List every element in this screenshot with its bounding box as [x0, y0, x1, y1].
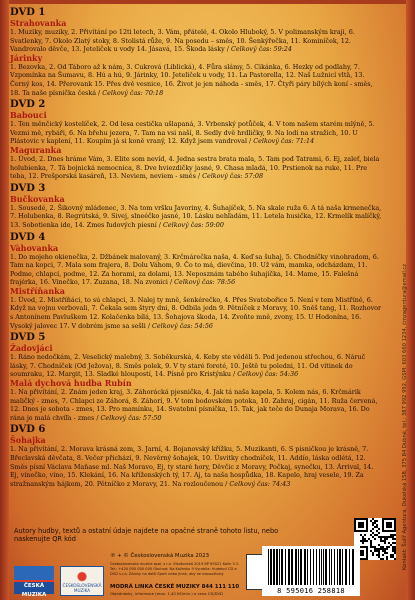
authors-notice: Autory hudby, textů a ostatní údaje najdete na opačné straně tohoto listu, nebo naskenujte QR kód — [14, 527, 279, 543]
track-titles: 1. Bezovka, 2. Od Táboro až k nám, 3. Cukrová (Liblická), 4. Fůra slámy, 5. Cikánka, 6. Hezky od podlahy, 7. Vzpomínka na Šumavu, 8. Hú a hú, 9. Járinky, 10. Jeteliček u vody, 11. La Pastorella, 12. Naš Lužnicí vltä, 13. Černý kos, 14. Přerovank 15. Přes dvě vesnice, 16. Život je jen náhoda - směs, 17. Čtyři páry bílých koní - směs, 18. Ta naše písnička česká — [10, 62, 373, 97]
track-list: 1. Na přivítání, 2. Morava krásná zem, 3. Jarní, 4. Bojanovský křížku, 5. Muzikanti, 6. S písničkou je krásně, 7. Břeclavská děvčata, 8. Večer přichází, 9. Nevěrný šohajek, 10. Úsvitky chodníček, 11. Addío, láska odlétá, 12. Směs písní Václava Maňase ml. Naš Moravo, Ej, ty staré hory, Děvčic z Moravy, Počkaj, synečku, 13. Árrival, 14. Ej, vínečko, víno, 15. Klekání, 16. Na kříženských tý, 17. Aj, ta naša hospůdka, 18. Kapelo, hraj vesele, 19. Za stražnanským hájkem, 20. Pětníčko z Moravy, 21. Na rozloučenou / Celkový čas: 74:43 — [10, 445, 374, 488]
side-contact — [392, 130, 408, 570]
dvd-heading: DVD 2 — [10, 99, 46, 111]
track-titles: 1. Na přivítání, 2. Morava krásná zem, 3. Jarní, 4. Bojanovský křížku, 5. Muzikanti, 6. S písničkou je krásně, 7. Břeclavská děvčata, 8. Večer přichází, 9. Nevěrný šohajek, 10. Úsvitky chodníček, 11. Addío, láska odlétá, 12. Směs písní Václava Maňase ml. Naš Moravo, Ej, ty staré hory, Děvčic z Moravy, Počkaj, synečku, 13. Árrival, 14. Ej, vínečko, víno, 15. Klekání, 16. Na kříženských tý, 17. Aj, ta naša hospůdka, 18. Kapelo, hraj vesele, 19. Za stražnanským hájkem, 20. Pětníčko z Moravy, 21. Na rozloučenou — [10, 445, 374, 488]
total-time: Celkový čas: 71:14 — [253, 137, 315, 146]
tracklist — [10, 5, 382, 488]
logo1-text: ČESKÁ MUZIKA — [21, 583, 47, 598]
small-print: Československá muzika spol. s r.o. Vlkošovská 2019 BP 65021 Kolín 3 2. Tel.: +420 000 000 000 Obchod: Na Kolínsku 9 Vyrobila: Hudební CD a DVD s.r.o. Zálohy na další Sport nebo jinak, aby se nepoužívaly — [110, 562, 240, 576]
total-time: Celkový čas: 59:00 — [162, 220, 224, 229]
total-time: Celkový čas: 70:18 — [102, 88, 164, 97]
barcode-bars — [266, 549, 356, 585]
logo-bird-icon — [61, 567, 103, 583]
track-titles: 1. Na přivítání, 2. Znám jeden kraj, 3. Záhorácká pjesnička, 4. Jak tá naša kapela, 5. Kolem nás, 6. Krčmárik maličký - zmes, 7. Chlapci ze Záhorá, 8. Záhorí, 9. V tom bodovském potoka, 10. Zahraj, cigán, 11. Ruža červená, 12. Dnes je sobota - zmes, 13. Pro mamínku, 14. Svatební písnička, 15. Tak, jak teče do Dunaja Morava, 16. Do ránа je malá chvíľa - zmes — [10, 388, 378, 422]
band-name: Maguranka — [10, 144, 62, 155]
dvd-heading: DVD 3 — [10, 182, 46, 194]
dvd-heading: DVD 4 — [10, 231, 46, 243]
track-list: 1. Úvod, 2. Mistříňáci, to sú chlapci, 3. Nalej ty mně, šenkérečko, 4. Přes Svatobořice 5. Není v tem Mistříně, 6. Když na vojnu verbovali, 7. Čekala sem štyry dni, 8. Odbila jedn 9. Pětníček z Moravy, 10. Sněš tang, 11. Rozhovor s Antonínem Pavluškem 12. Kolačenka bílá, 13. Šohajova škoda, 14. Zvoňte mně, zvony, 15. U Hodonína, 16. Vysoký jalovec 17. V dobrém jsme sa sešli / Celkový čas: 54:56 — [10, 295, 382, 330]
qr-code-graphic — [354, 518, 396, 560]
track-list: 1. Muziky, muziky, 2. Přivítání po 12ti letech, 3. Vám, přátelé, 4. Okolo Hluboký, 5. V polimanským kraji, 6. Svatlenky, 7. Okolo Zlatý stoky, 8. Stolistá růže, 9. Na posedu – směs, 10. Šenkýřečka, 11. Kominíček, 12. Vandrovalo děvče, 13. Jeteliček u vody 14. Jásavá, 15. Škoda lásky / Celkový čas: 59:24 — [10, 28, 355, 54]
dvd-heading: DVD 6 — [10, 424, 46, 436]
band-name: Babouci — [10, 110, 47, 121]
band-name: Strahovanka — [10, 18, 67, 28]
qr-code[interactable] — [354, 518, 396, 560]
band-name: Bučkovanka — [10, 193, 65, 204]
left-border — [0, 0, 9, 600]
band-name: Vàhovanka — [10, 242, 59, 253]
phone-line: MODRÁ LINKA ČESKÉ MUZIKY 844 111 110 — [110, 584, 240, 590]
total-time: Celkový čas: 59:24 — [230, 45, 292, 54]
total-time: Celkový čas: 54:36 — [237, 370, 299, 379]
track-list: 1. Sousedé, 2. Šikovný mládenec, 3. Na tom vršku Javoriny, 4. Šuhajíček, 5. Na skale ruža 6. A tá naša krmenečka, 7. Holubenka, 8. Regrútská, 9. Sivej, slneéčko jasné, 10. Lásku nehľadám, 11. Letela husička, 12. Krmelík malíčký, 13. Sobotienka ide, 14. Zmes ľudových piesní / Celkový čas: 59:00 — [10, 203, 382, 229]
track-titles: 1. Muziky, muziky, 2. Přivítání po 12ti letech, 3. Vám, přátelé, 4. Okolo Hluboký, 5. V polimanským kraji, 6. Svatlenky, 7. Okolo Zlatý stoky, 8. Stolistá růže, 9. Na posedu – směs, 10. Šenkýřečka, 11. Kominíček, 12. Vandrovalo děvče, 13. Jeteliček u vody 14. Jásavá, 15. Škoda lásky — [10, 28, 355, 54]
band-name: Šohajka — [10, 435, 46, 446]
total-time: Celkový čas: 78:56 — [174, 278, 236, 287]
track-titles: 1. Sousedé, 2. Šikovný mládenec, 3. Na tom vršku Javoriny, 4. Šuhajíček, 5. Na skale ruža 6. A tá naša krmenečka, 7. Holubenka, 8. Regrútská, 9. Sivej, slneéčko jasné, 10. Lásku nehľadám, 11. Letela husička, 12. Krmelík malíčký, 13. Sobotienka ide, 14. Zmes ľudových piesní — [10, 203, 382, 229]
band-name: Mistříňanka — [10, 285, 65, 296]
band-name: Žadovjáci — [10, 343, 53, 354]
barcode — [262, 546, 360, 596]
side-contact-text: Kontakt: Šulíř Agentura, Dukelská 158, 375 84 Dubné, tel.: 387 992 992, GSM: 603 660 1234, čmzagentura@email.cz — [402, 263, 408, 570]
track-titles: 1. Do mojeho okienečka, 2. Džbánek malovaný, 3. Krčmárečka naša, 4. Keď sa šuhaj, 5. Chodníčky vinohradom, 6. Tam na kopci, 7. Mala som frajera, 8. Dolu Váhom, 9. Čo to má, dievčina, 10. Už vám, mamka, odcházdam, 11. Podme, chlapci, podme, 12. Za horami, za dolami, 13. Neposznám tabého šuhajíčka, 14. Mame, 15. Falešná frajérka, 16. Vinečko, 17. Zuzana, 18. Na zvonici — [10, 252, 379, 287]
barcode-digits: 8 595016 258818 — [277, 587, 345, 595]
track-list: 1. Bezovka, 2. Od Táboro až k nám, 3. Cukrová (Liblická), 4. Fůra slámy, 5. Cikánka, 6. Hezky od podlahy, 7. Vzpomínka na Šumavu, 8. Hú a hú, 9. Járinky, 10. Jeteliček u vody, 11. La Pastorella, 12. Naš Lužnicí vltä, 13. Černý kos, 14. Přerovank 15. Přes dvě vesnice, 16. Život je jen náhoda - směs, 17. Čtyři páry bílých koní - směs, 18. Ta naše písnička česká / Celkový čas: 70:18 — [10, 62, 373, 97]
dvd-heading: DVD 5 — [10, 332, 46, 344]
track-titles: 1. Úvod, 2. Mistříňáci, to sú chlapci, 3. Nalej ty mně, šenkérečko, 4. Přes Svatobořice 5. Není v tem Mistříně, 6. Když na vojnu verbovali, 7. Čekala sem štyry dni, 8. Odbila jedn 9. Pětníček z Moravy, 10. Sněš tang, 11. Rozhovor s Antonínem Pavluškem 12. Kolačenka bílá, 13. Šohajova škoda, 14. Zvoňte mně, zvony, 15. U Hodonína, 16. Vysoký jalovec 17. V dobrém jsme sa sešli — [10, 295, 382, 330]
track-list: 1. Ten měnčický kostelíček, 2. Od lesa cestička ušlapaná, 3. Vrbenský potůček, 4. V tom našem starém mlýně, 5. Vezmi mě, rybáři, 6. Na břehu jezera, 7. Tam na vsi naší, 8. Sedly dvě hrdličky, 9. Na lodi na stražích, 10. U Plástovic v kaplení, 11. Koupím já si koně vraný, 12. Když jsem vandroval / Celkový čas: 71:14 — [10, 120, 375, 146]
band-name: Malá dychová hudba Rubín — [10, 378, 132, 389]
total-time: Celkový čas: 74:43 — [229, 479, 291, 488]
track-list: 1. Na přivítání, 2. Znám jeden kraj, 3. Záhorácká pjesnička, 4. Jak tá naša kapela, 5. Kolem nás, 6. Krčmárik maličký - zmes, 7. Chlapci ze Záhorá, 8. Záhorí, 9. V tom bodovském potoka, 10. Zahraj, cigán, 11. Ruža červená, 12. Dnes je sobota - zmes, 13. Pro mamínku, 14. Svatební písnička, 15. Tak, jak teče do Dunaja Morava, 16. Do ránа je malá chvíľa - zmes / Celkový čas: 57:50 — [10, 388, 378, 422]
ceskoslovenska-muzika-logo — [60, 566, 104, 596]
track-titles: 1. Úvod, 2. Dnes hráme Vám, 3. Elite som nevíd, 4. Jedna sestra brata mala, 5. Tam pod Tatrami, 6. Ej, zaleť, biela holubienka, 7. Tá bojnická nemocnica, 8. Dve hviezdičky jasné, 9. Chasa mladá, 10. Prstienok na ruke, 11. Pre teba, 12. Prešporská kasáreň, 13. Neviem, neviem - směs — [10, 154, 380, 181]
phone-line-note: Objednávky, informace (max. 1,40 Kč/min.) a cena CD/DVD — [110, 591, 224, 596]
total-time: Celkový čas: 57:08 — [202, 172, 264, 181]
dvd-heading: DVD 1 — [10, 7, 46, 18]
total-time: Celkový čas: 57:50 — [100, 413, 162, 422]
total-time: Celkový čas: 54:56 — [152, 321, 213, 330]
logo-bird-icon — [14, 566, 54, 582]
track-list: 1. Úvod, 2. Dnes hráme Vám, 3. Elite som nevíd, 4. Jedna sestra brata mala, 5. Tam pod Tatrami, 6. Ej, zaleť, biela holubienka, 7. Tá bojnická nemocnica, 8. Dve hviezdičky jasné, 9. Chasa mladá, 10. Prstienok na ruke, 11. Pre teba, 12. Prešporská kasáreň, 13. Neviem, neviem - směs / Celkový čas: 57:08 — [10, 154, 380, 181]
track-list: 1. Do mojeho okienečka, 2. Džbánek malovaný, 3. Krčmárečka naša, 4. Keď sa šuhaj, 5. Chodníčky vinohradom, 6. Tam na kopci, 7. Mala som frajera, 8. Dolu Váhom, 9. Čo to má, dievčina, 10. Už vám, mamka, odcházdam, 11. Podme, chlapci, podme, 12. Za horami, za dolami, 13. Neposznám tabého šuhajíčka, 14. Mame, 15. Falešná frajérka, 16. Vinečko, 17. Zuzana, 18. Na zvonici / Celkový čas: 78:56 — [10, 252, 379, 287]
ceska-muzika-logo — [14, 566, 54, 598]
band-name: Járinky — [10, 52, 43, 63]
logo2-text: ČESKOSLOVENSKÁ MUZIKA — [62, 583, 102, 593]
track-list: 1. Ráno nedočkám, 2. Veselický malebný, 3. Soběkurská, 4. Keby ste věděli 5. Pod jedenou střechou, 6. Náruč lásky, 7. Chodníček (Od Ježova), 8. Směs polek, 9. V ty staré foreté, 10. Ještě tu poledni, 11. Od vitinek do soumraku, 12. Margit, 13. Sladké hloupostí, 14. Písně pro Kristýnku / Celkový čas: 54:36 — [10, 353, 366, 379]
top-border — [0, 0, 415, 4]
track-titles: 1. Ráno nedočkám, 2. Veselický malebný, 3. Soběkurská, 4. Keby ste věděli 5. Pod jedenou střechou, 6. Náruč lásky, 7. Chodníček (Od Ježova), 8. Směs polek, 9. V ty staré foreté, 10. Ještě tu poledni, 11. Od vitinek do soumraku, 12. Margit, 13. Sladké hloupostí, 14. Písně pro Kristýnku — [10, 353, 366, 379]
copyright: ℗ + © Československá Muzika 2023 — [110, 553, 210, 559]
track-titles: 1. Ten měnčický kostelíček, 2. Od lesa cestička ušlapaná, 3. Vrbenský potůček, 4. V tom našem starém mlýně, 5. Vezmi mě, rybáři, 6. Na břehu jezera, 7. Tam na vsi naší, 8. Sedly dvě hrdličky, 9. Na lodi na stražích, 10. U Plástovic v kaplení, 11. Koupím já si koně vraný, 12. Když jsem vandroval — [10, 120, 375, 146]
